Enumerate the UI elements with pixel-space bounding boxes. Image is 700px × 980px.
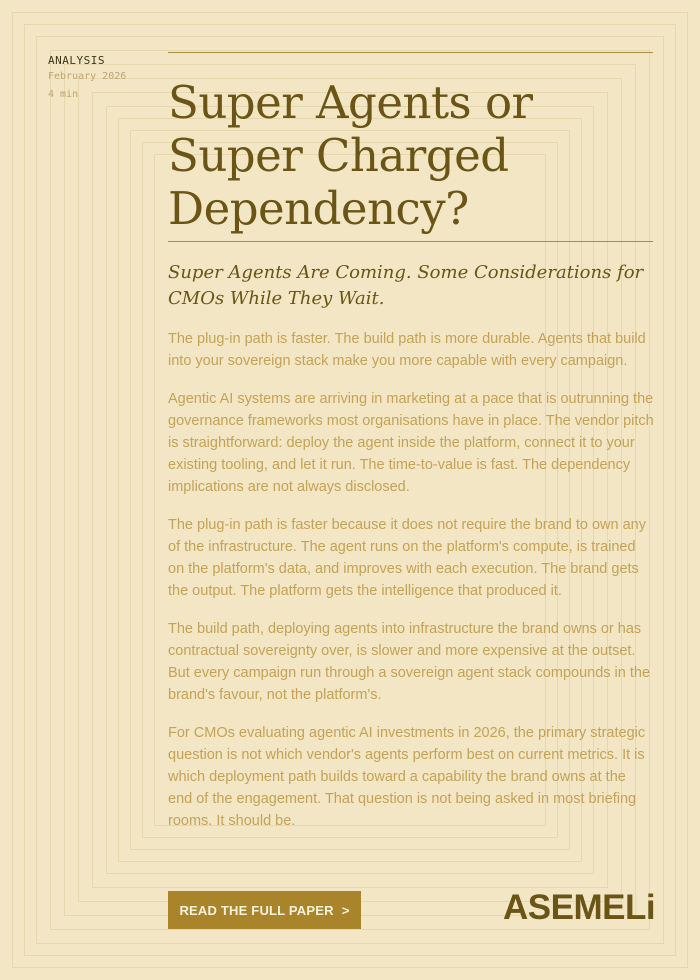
paragraph: The plug-in path is faster because it does not require the brand to own any of the infrastructure. The agent runs on the platform's compute, is trained on the platform's data, and improves with each execution. The brand gets the output. The platform gets the intelligence that produced it. [168,517,646,599]
publish-date: February 2026 [48,71,127,82]
article-subtitle: Super Agents Are Coming. Some Considerations for CMOs While They Wait. [168,262,644,309]
paragraph: For CMOs evaluating agentic AI investments in 2026, the primary strategic question is not which vendor's agents perform best on current metrics. It is which deployment path builds toward a capability the brand owns at the end of the engagement. That question is not being asked in most briefing rooms. It should be. [168,725,646,829]
read-time: 4 min [48,89,79,100]
article-title: Super Agents or Super Charged Dependency? [168,76,533,235]
top-divider [168,52,653,53]
article-body [168,328,654,848]
chevron-right-icon: > [341,902,350,918]
paragraph: The plug-in path is faster. The build path is more durable. Agents that build into your sovereign stack make you more capable with every campaign. [168,331,646,369]
article-meta [48,54,126,104]
title-divider [168,241,653,242]
read-full-paper-label: READ THE FULL PAPER [179,902,334,918]
brand-logo: ASEMELi [503,888,656,927]
paragraph: Agentic AI systems are arriving in marketing at a pace that is outrunning the governance frameworks most organisations have in place. The vendor pitch is straightforward: deploy the agent inside the platform, connect it to your existing tooling, and let it run. The time-to-value is fast. The dependency implications are not always disclosed. [168,391,654,495]
paragraph: The build path, deploying agents into infrastructure the brand owns or has contractual sovereignty over, is slower and more expensive at the outset. But every campaign run through a sovereign agent stack compounds in the brand's favour, not the platform's. [168,621,651,703]
category-label: ANALYSIS [48,54,105,67]
read-full-paper-button[interactable] [168,891,361,929]
